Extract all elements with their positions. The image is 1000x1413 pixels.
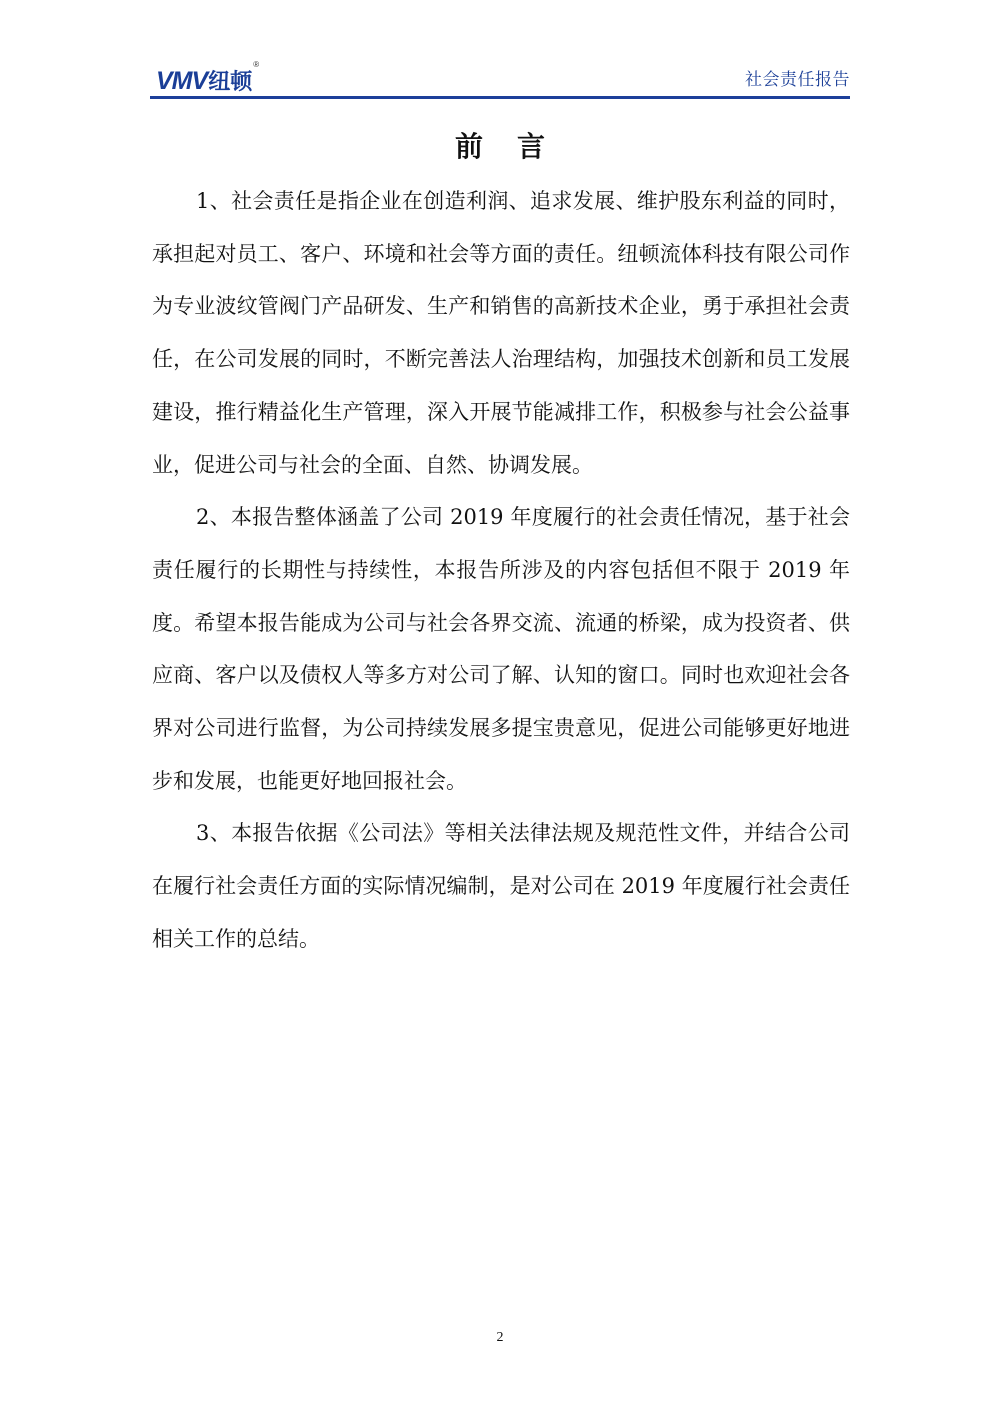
logo-chinese-text: 纽顿 xyxy=(208,70,253,95)
registered-mark: ® xyxy=(253,60,260,69)
page-title: 前言 xyxy=(454,130,579,163)
header-divider xyxy=(150,96,850,99)
page-number: 2 xyxy=(496,1330,504,1345)
page-header xyxy=(150,58,850,102)
report-header-title: 社会责任报告 xyxy=(745,70,850,90)
company-logo xyxy=(156,60,259,94)
logo-latin-text: VMV xyxy=(156,67,208,95)
paragraph-2: 2、本报告整体涵盖了公司 2019 年度履行的社会责任情况，基于社会责任履行的长期性与持续性，本报告所涉及的内容包括但不限于 2019 年度。希望本报告能成为公司与社会各界交流、流通的桥梁，成为投资者、供应商、客户以及债权人等多方对公司了解、认知的窗口。同时也欢迎社会各界对公司进行监督，为公司持续发展多提宝贵意见，促进公司能够更好地进步和发展，也能更好地回报社会。 xyxy=(152,505,850,793)
paragraph-1: 1、社会责任是指企业在创造利润、追求发展、维护股东利益的同时，承担起对员工、客户、环境和社会等方面的责任。纽顿流体科技有限公司作为专业波纹管阀门产品研发、生产和销售的高新技术企业，勇于承担社会责任，在公司发展的同时，不断完善法人治理结构，加强技术创新和员工发展建设，推行精益化生产管理，深入开展节能减排工作，积极参与社会公益事业，促进公司与社会的全面、自然、协调发展。 xyxy=(152,189,850,477)
body-content xyxy=(152,175,850,966)
paragraph-3: 3、本报告依据《公司法》等相关法律法规及规范性文件，并结合公司在履行社会责任方面的实际情况编制，是对公司在 2019 年度履行社会责任相关工作的总结。 xyxy=(152,821,850,951)
